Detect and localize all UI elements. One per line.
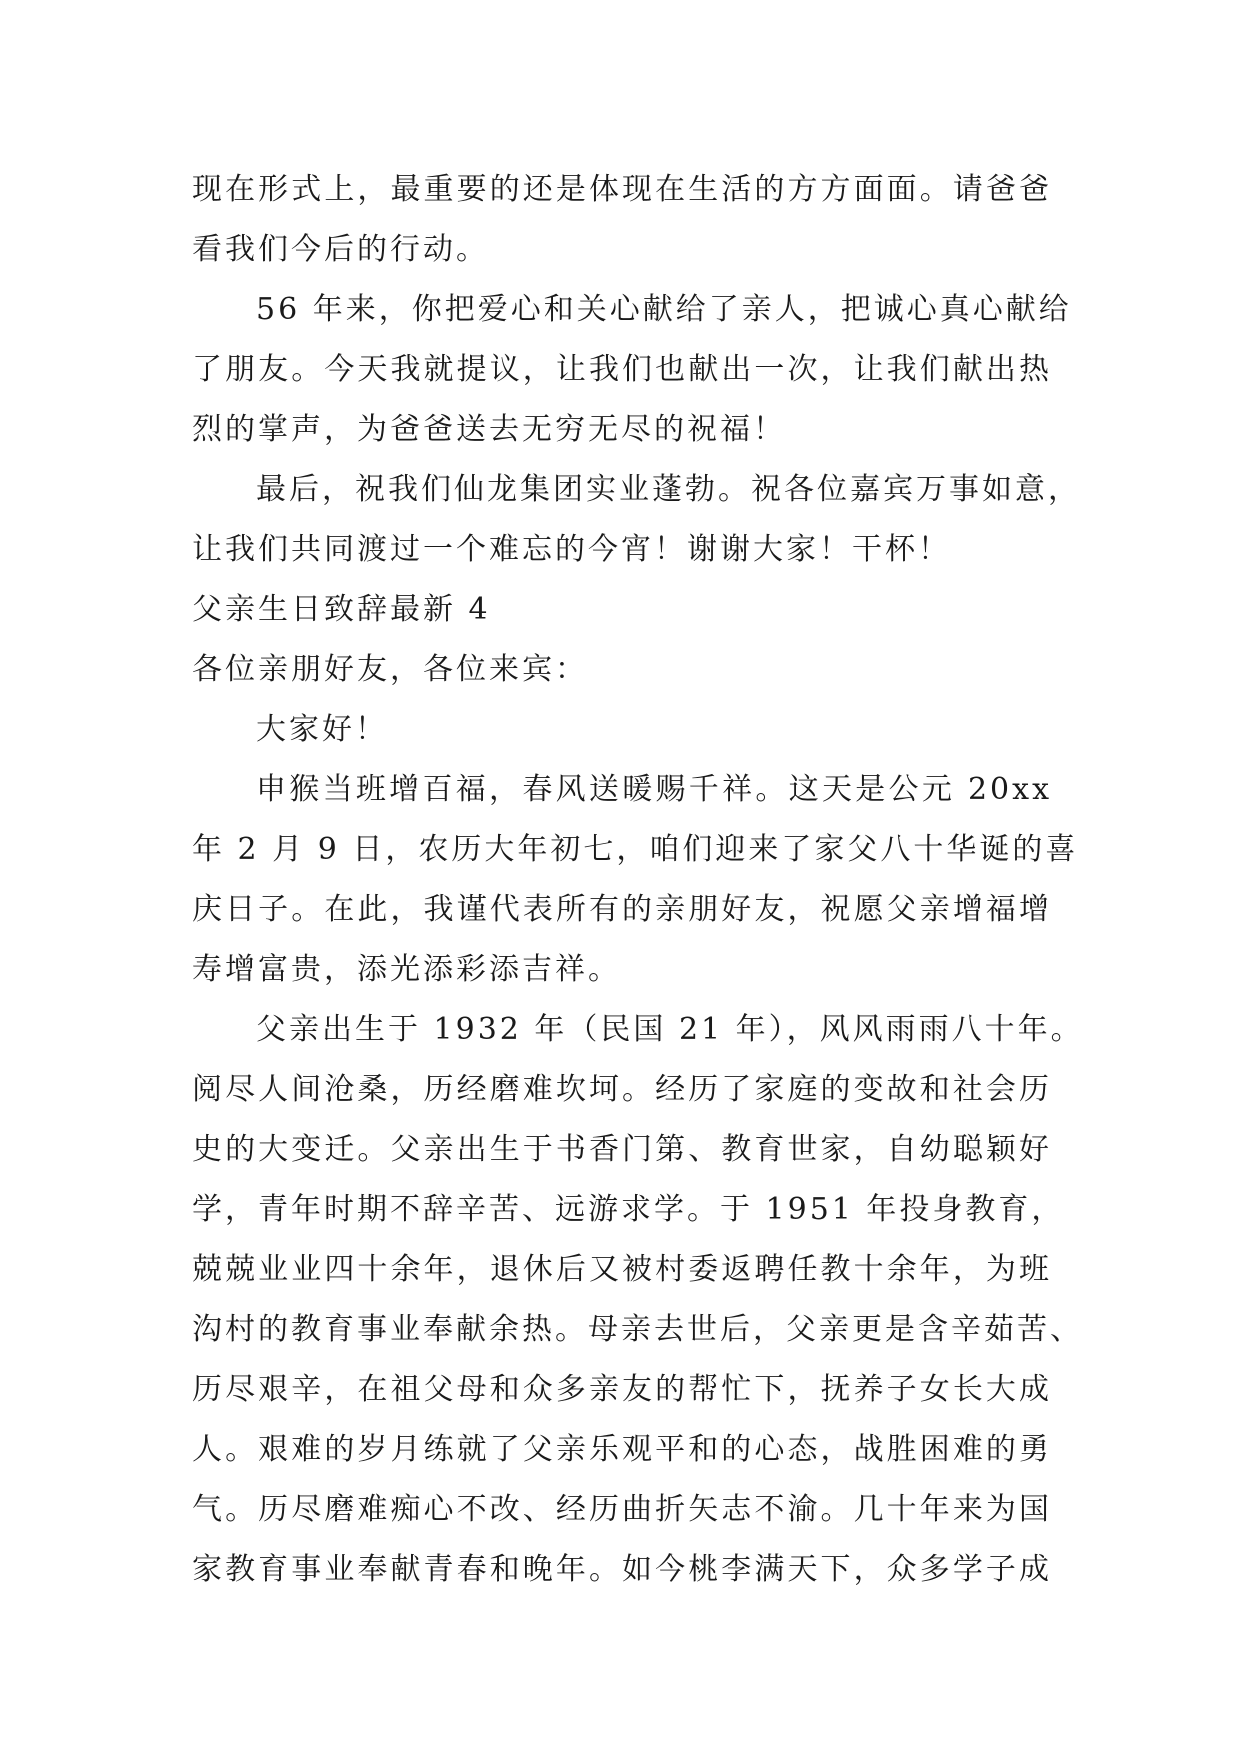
text-line: 阅尽人间沧桑，历经磨难坎坷。经历了家庭的变故和社会历 [192, 1072, 1052, 1107]
text-line: 历尽艰辛，在祖父母和众多亲友的帮忙下，抚养子女长大成 [192, 1372, 1052, 1407]
paragraph-start-line: 申猴当班增百福，春风送暖赐千祥。这天是公元 20xx [256, 772, 1052, 807]
text-line: 现在形式上，最重要的还是体现在生活的方方面面。请爸爸 [192, 172, 1052, 207]
text-line: 了朋友。今天我就提议，让我们也献出一次，让我们献出热 [192, 352, 1052, 387]
paragraph-start-line: 最后，祝我们仙龙集团实业蓬勃。祝各位嘉宾万事如意， [256, 472, 1081, 507]
text-line: 家教育事业奉献青春和晚年。如今桃李满天下，众多学子成 [192, 1552, 1052, 1587]
text-line: 史的大变迁。父亲出生于书香门第、教育世家，自幼聪颖好 [192, 1132, 1052, 1167]
paragraph-start-line: 父亲出生于 1932 年（民国 21 年），风风雨雨八十年。 [256, 1012, 1084, 1047]
text-line: 庆日子。在此，我谨代表所有的亲朋好友，祝愿父亲增福增 [192, 892, 1052, 927]
text-line: 人。艰难的岁月练就了父亲乐观平和的心态，战胜困难的勇 [192, 1432, 1052, 1467]
text-line: 学，青年时期不辞辛苦、远游求学。于 1951 年投身教育， [192, 1192, 1065, 1227]
text-line: 年 2 月 9 日，农历大年初七，咱们迎来了家父八十华诞的喜 [192, 832, 1079, 867]
document-body [192, 160, 1084, 1600]
text-line: 让我们共同渡过一个难忘的今宵！谢谢大家！干杯！ [192, 532, 951, 567]
text-line: 兢兢业业四十余年，退休后又被村委返聘任教十余年，为班 [192, 1252, 1052, 1287]
greeting-line: 大家好！ [256, 712, 388, 747]
salutation-line: 各位亲朋好友，各位来宾： [192, 652, 588, 687]
text-line: 寿增富贵，添光添彩添吉祥。 [192, 952, 621, 987]
text-line: 烈的掌声，为爸爸送去无穷无尽的祝福！ [192, 412, 786, 447]
text-line: 看我们今后的行动。 [192, 232, 489, 267]
section-heading: 父亲生日致辞最新 4 [192, 592, 491, 627]
text-line: 气。历尽磨难痴心不改、经历曲折矢志不渝。几十年来为国 [192, 1492, 1052, 1527]
text-line: 沟村的教育事业奉献余热。母亲去世后，父亲更是含辛茹苦、 [192, 1312, 1083, 1347]
paragraph-start-line: 56 年来，你把爱心和关心献给了亲人，把诚心真心献给 [256, 292, 1072, 327]
